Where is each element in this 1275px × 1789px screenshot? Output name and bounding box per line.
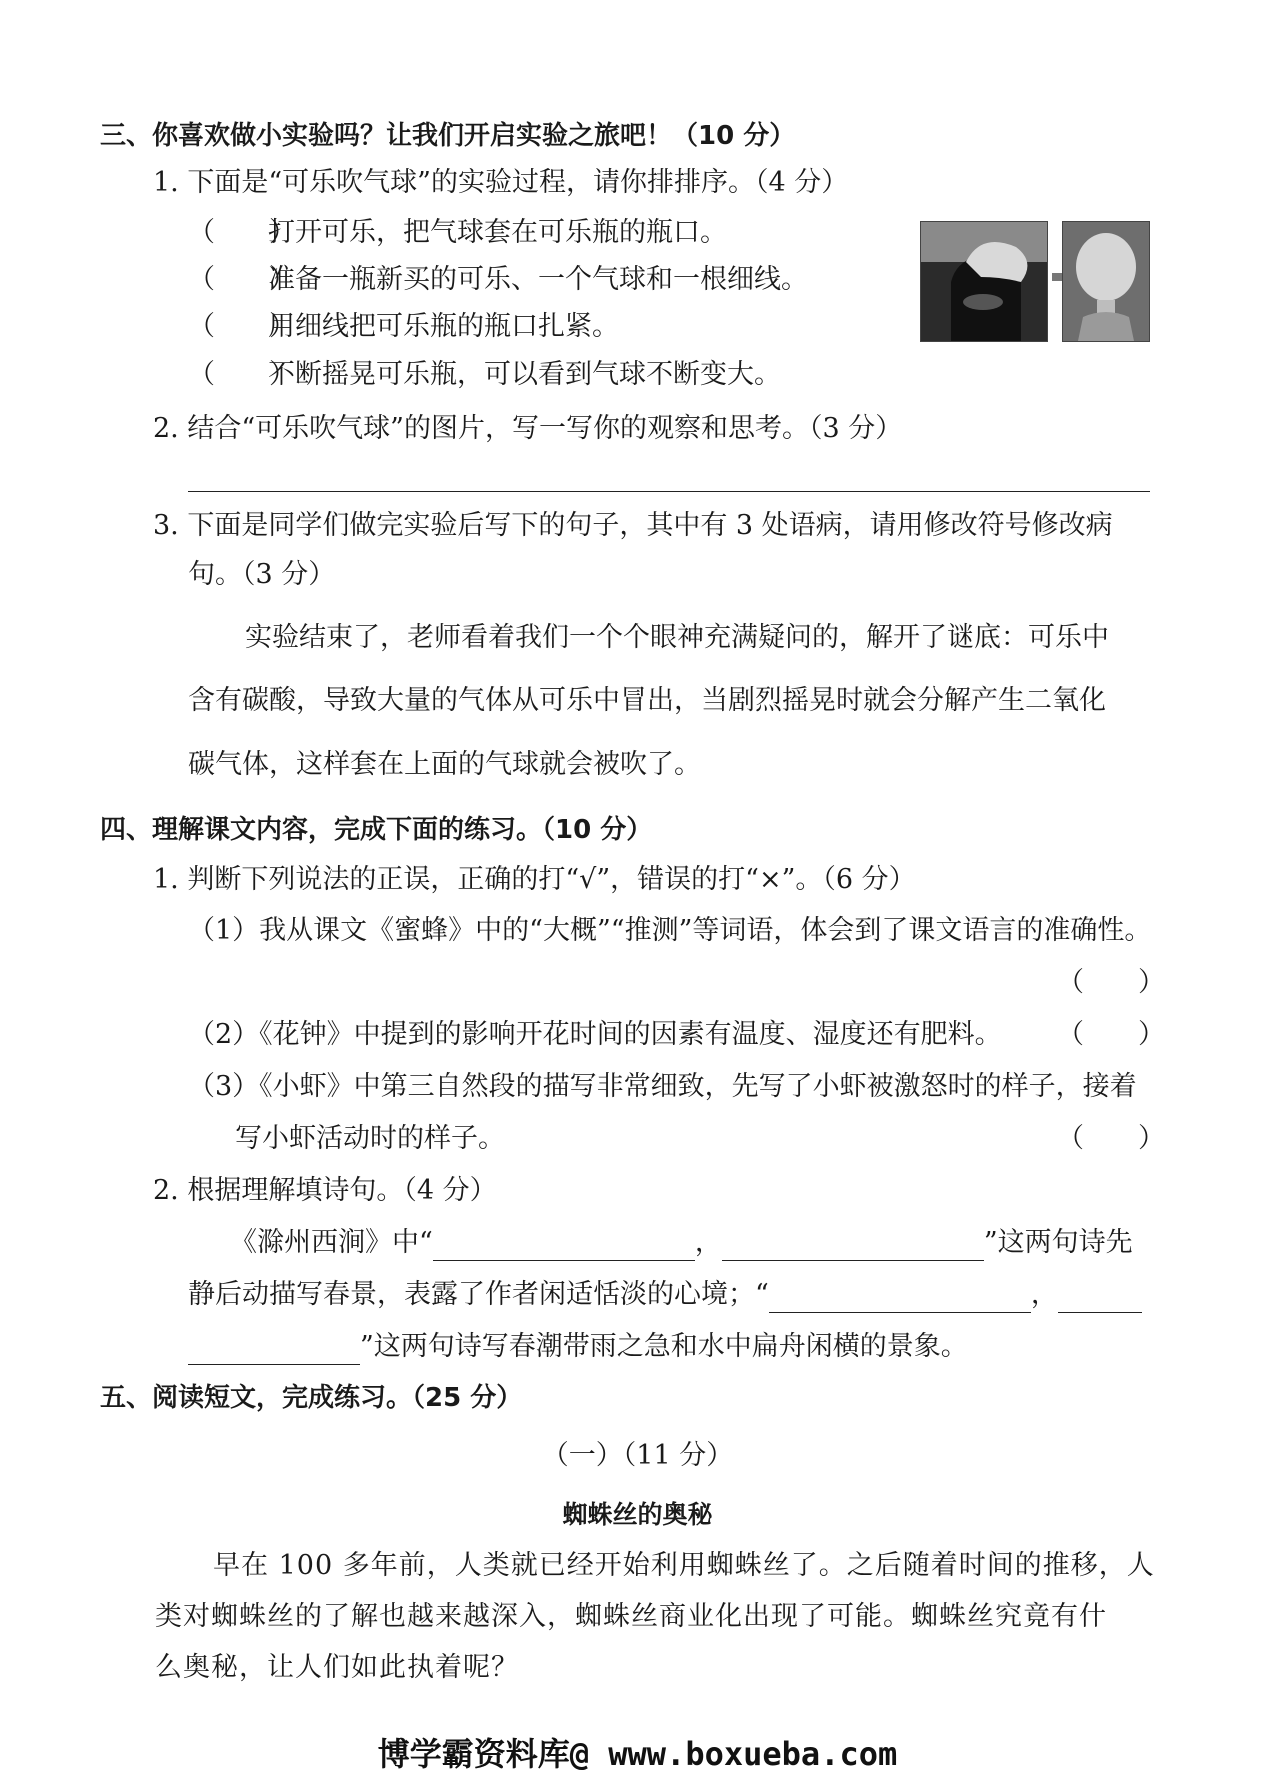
question-3-1-prompt: 1. 下面是“可乐吹气球”的实验过程，请你排排序。（4 分）: [153, 167, 849, 198]
question-4-2-prompt: 2. 根据理解填诗句。（4 分）: [153, 1175, 497, 1206]
sequence-step: [188, 357, 781, 393]
poem-text: ，: [1030, 1279, 1058, 1310]
order-blank[interactable]: （ ）: [188, 359, 296, 390]
reading-paragraph-line: 么奥秘，让人们如此执着呢？: [155, 1652, 519, 1683]
sequence-step: [188, 215, 727, 251]
poem-blank[interactable]: [188, 1334, 360, 1365]
question-3-3-prompt: 3. 下面是同学们做完实验后写下的句子，其中有 3 处语病，请用修改符号修改病: [153, 510, 1113, 541]
step-text: 打开可乐，把气球套在可乐瓶的瓶口。: [268, 217, 727, 248]
poem-fill-line-1: [230, 1225, 1133, 1261]
poem-text: ”这两句诗先: [983, 1227, 1133, 1258]
poem-fill-line-2: [188, 1277, 1142, 1313]
order-blank[interactable]: （ ）: [188, 264, 296, 295]
judgement-answer-1[interactable]: （ ）: [1057, 967, 1165, 998]
section-4-heading: 四、理解课文内容，完成下面的练习。（10 分）: [100, 815, 653, 845]
judgement-item-2: （2）《花钟》中提到的影响开花时间的因素有温度、湿度还有肥料。: [188, 1019, 1002, 1050]
order-blank[interactable]: （ ）: [188, 311, 296, 342]
poem-text: 《滁州西涧》中“: [230, 1227, 433, 1258]
poem-blank[interactable]: [769, 1282, 1031, 1313]
poem-text: 静后动描写春景，表露了作者闲适恬淡的心境；“: [188, 1279, 769, 1310]
judgement-item-1: （1）我从课文《蜜蜂》中的“大概”“推测”等词语，体会到了课文语言的准确性。: [188, 915, 1152, 946]
faulty-passage-line: 含有碳酸，导致大量的气体从可乐中冒出，当剧烈摇晃时就会分解产生二氧化: [188, 685, 1106, 716]
reading-paragraph-line: 早在 100 多年前，人类就已经开始利用蜘蛛丝了。之后随着时间的推移，人: [213, 1550, 1155, 1581]
poem-blank[interactable]: [433, 1230, 695, 1261]
judgement-item-3: （3）《小虾》中第三自然段的描写非常细致，先写了小虾被激怒时的样子，接着: [188, 1071, 1137, 1102]
step-text: 用细线把可乐瓶的瓶口扎紧。: [268, 311, 619, 342]
reading-paragraph-line: 类对蜘蛛丝的了解也越来越深入，蜘蛛丝商业化出现了可能。蜘蛛丝究竟有什: [155, 1601, 1107, 1632]
judgement-answer-3[interactable]: （ ）: [1057, 1123, 1165, 1154]
sequence-step: [188, 262, 808, 298]
judgement-answer-2[interactable]: （ ）: [1057, 1019, 1165, 1050]
faulty-passage-line: 碳气体，这样套在上面的气球就会被吹了。: [188, 749, 701, 780]
step-text: 不断摇晃可乐瓶，可以看到气球不断变大。: [268, 359, 781, 390]
poem-fill-line-3: [188, 1329, 968, 1365]
question-3-2-prompt: 2. 结合“可乐吹气球”的图片，写一写你的观察和思考。（3 分）: [153, 413, 903, 444]
poem-text: ”这两句诗写春潮带雨之急和水中扁舟闲横的景象。: [360, 1331, 968, 1362]
poem-blank[interactable]: [1058, 1282, 1142, 1313]
reading-part-label: （一）（11 分）: [541, 1440, 734, 1471]
section-5-heading: 五、阅读短文，完成练习。（25 分）: [100, 1383, 523, 1413]
poem-text: ，: [694, 1227, 722, 1258]
step-text: 准备一瓶新买的可乐、一个气球和一根细线。: [268, 264, 808, 295]
order-blank[interactable]: （ ）: [188, 217, 296, 248]
question-4-1-prompt: 1. 判断下列说法的正误，正确的打“√”，错误的打“×”。（6 分）: [153, 864, 916, 895]
cola-bottle-with-balloon-photo: [920, 221, 1048, 342]
answer-line[interactable]: [188, 491, 1150, 492]
faulty-passage-line: 实验结束了，老师看着我们一个个眼神充满疑问的，解开了谜底：可乐中: [245, 622, 1109, 653]
watermark: 博学霸资料库@ www.boxueba.com: [377, 1735, 898, 1773]
question-3-3-prompt-continued: 句。（3 分）: [188, 559, 336, 590]
poem-blank[interactable]: [722, 1230, 984, 1261]
inflated-balloon-photo: [1062, 221, 1150, 342]
section-3-heading: 三、你喜欢做小实验吗？让我们开启实验之旅吧！（10 分）: [100, 121, 796, 151]
reading-title: 蜘蛛丝的奥秘: [562, 1500, 713, 1529]
judgement-item-3-continued: 写小虾活动时的样子。: [235, 1123, 505, 1154]
sequence-step: [188, 309, 619, 345]
